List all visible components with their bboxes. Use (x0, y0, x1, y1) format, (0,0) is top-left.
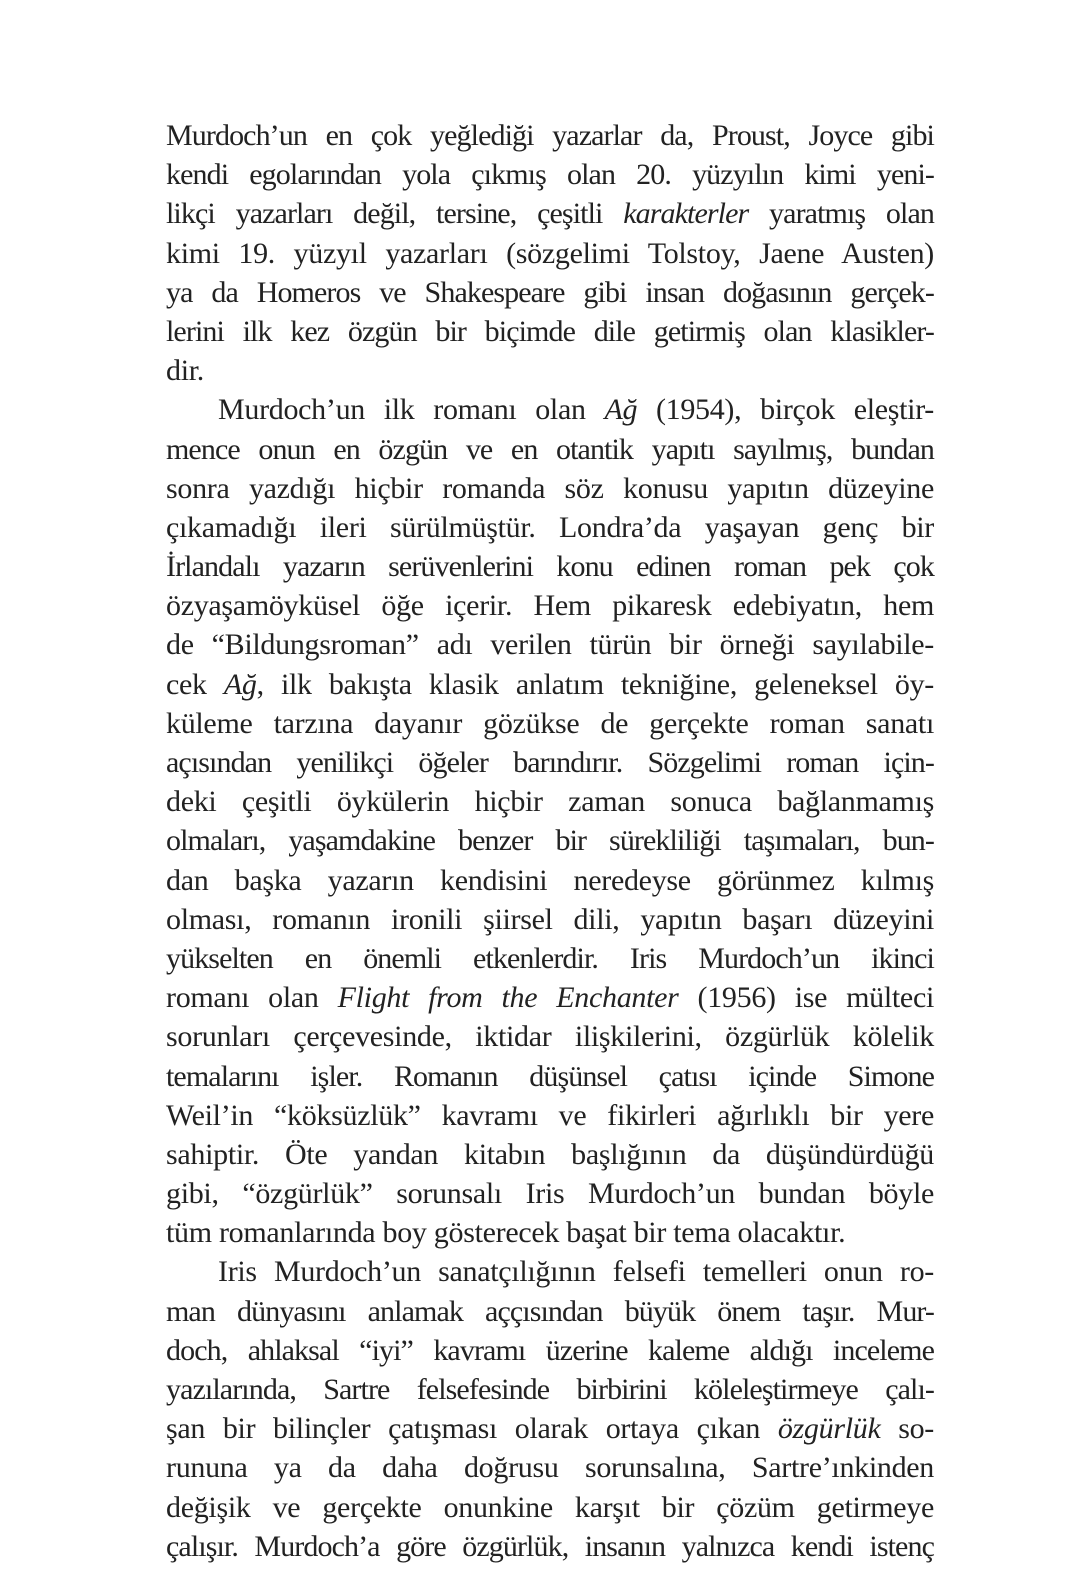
text-line (166, 861, 934, 900)
text-run: çıkamadığı ileri sürülmüştür. Londra’da yaşayan genç bir (166, 510, 934, 544)
text-run: sorunları çerçevesinde, iktidar ilişkilerini, özgürlük kölelik (166, 1020, 934, 1054)
text-line (166, 1292, 934, 1331)
text-run: (1954), birçok eleştir- (637, 393, 934, 427)
text-line (166, 665, 934, 704)
text-run: kimi 19. yüzyıl yazarları (sözgelimi Tolstoy, Jaene Austen) (166, 236, 934, 270)
text-line (166, 390, 934, 429)
text-line (166, 1135, 934, 1174)
text-run: ya da Homeros ve Shakespeare gibi insan doğasının gerçek- (166, 275, 934, 309)
text-line (166, 273, 934, 312)
paragraph (166, 390, 934, 1252)
text-run: değişik ve gerçekte onunkine karşıt bir çözüm getirmeye (166, 1490, 934, 1524)
text-run: kendi egolarından yola çıkmış olan 20. yüzyılın kimi yeni- (166, 158, 934, 192)
text-line (166, 194, 934, 233)
text-line (166, 586, 934, 625)
text-line (166, 978, 934, 1017)
italic-term: özgürlük (777, 1412, 881, 1446)
text-run: (1956) ise mülteci (678, 981, 934, 1015)
text-line (166, 1096, 934, 1135)
text-run: so- (880, 1412, 935, 1446)
text-line (166, 782, 934, 821)
text-line (166, 351, 934, 390)
text-line (166, 116, 934, 155)
text-run: olması, romanın ironili şiirsel dili, yapıtın başarı düzeyini (166, 902, 934, 936)
text-line (166, 1331, 934, 1370)
text-run: mence onun en özgün ve en otantik yapıtı sayılmış, bundan (166, 432, 934, 466)
text-line (166, 1057, 934, 1096)
text-run: sonra yazdığı hiçbir romanda söz konusu yapıtın düzeyine (166, 471, 934, 505)
italic-term: Flight from the Enchanter (337, 981, 679, 1015)
paragraph (166, 1252, 934, 1566)
text-run: deki çeşitli öykülerin hiçbir zaman sonuca bağlanmamış (166, 785, 934, 819)
text-line (166, 704, 934, 743)
text-run: doch, ahlaksal “iyi” kavramı üzerine kaleme aldığı inceleme (166, 1333, 934, 1367)
text-run: de “Bildungsroman” adı verilen türün bir örneği sayılabile- (166, 628, 934, 662)
text-line (166, 625, 934, 664)
text-run: küleme tarzına dayanır gözükse de gerçekte roman sanatı (166, 706, 934, 740)
text-run: Murdoch’un ilk romanı olan (218, 393, 605, 427)
text-run: çalışır. Murdoch’a göre özgürlük, insanın yalnızca kendi istenç (166, 1529, 934, 1563)
text-run: olmaları, yaşamdakine benzer bir sürekliliği taşımaları, bun- (166, 824, 934, 858)
text-run: yazılarında, Sartre felsefesinde birbirini köleleştirmeye çalı- (166, 1373, 934, 1406)
italic-term: Ağ (604, 393, 638, 427)
text-run: yaratmış olan (748, 197, 934, 231)
text-line (166, 312, 934, 351)
text-line (166, 430, 934, 469)
text-run: tüm romanlarında boy gösterecek başat bir tema olacaktır. (166, 1216, 846, 1250)
text-line (166, 743, 934, 782)
text-line (166, 821, 934, 860)
text-line (166, 1527, 934, 1566)
text-line (166, 1174, 934, 1213)
text-run: dir. (166, 354, 204, 388)
text-line (166, 1409, 934, 1448)
text-run: Murdoch’un en çok yeğlediği yazarlar da, Proust, Joyce gibi (166, 119, 934, 152)
text-run: açısından yenilikçi öğeler barındırır. Sözgelimi roman için- (166, 746, 934, 779)
text-line (166, 1017, 934, 1056)
text-run: özyaşamöyküsel öğe içerir. Hem pikaresk edebiyatın, hem (166, 589, 934, 623)
text-run: cek (166, 667, 224, 701)
text-run: dan başka yazarın kendisini neredeyse görünmez kılmış (166, 863, 934, 897)
text-run: rununa ya da daha doğrusu sorunsalına, Sartre’ınkinden (166, 1451, 934, 1485)
text-run: gibi, “özgürlük” sorunsalı Iris Murdoch’un bundan böyle (166, 1177, 934, 1211)
body-text (166, 116, 934, 1566)
italic-term: karakterler (623, 197, 749, 231)
text-line (166, 547, 934, 586)
text-run: , ilk bakışta klasik anlatım tekniğine, geleneksel öy- (256, 667, 934, 701)
text-line (166, 939, 934, 978)
text-run: lerini ilk kez özgün bir biçimde dile getirmiş olan klasikler- (166, 314, 934, 348)
text-run: likçi yazarları değil, tersine, çeşitli (166, 197, 624, 231)
text-line (166, 508, 934, 547)
text-run: man dünyasını anlamak aççısından büyük önem taşır. Mur- (166, 1294, 934, 1328)
text-line (166, 1213, 934, 1252)
paragraph (166, 116, 934, 390)
italic-term: Ağ (223, 667, 257, 701)
text-line (166, 1370, 934, 1409)
text-line (166, 1448, 934, 1487)
text-line (166, 900, 934, 939)
text-run: şan bir bilinçler çatışması olarak ortaya çıkan (166, 1412, 778, 1446)
text-run: sahiptir. Öte yandan kitabın başlığının da düşündürdüğü (166, 1137, 934, 1171)
text-line (166, 1252, 934, 1291)
text-run: yükselten en önemli etkenlerdir. Iris Murdoch’un ikinci (166, 941, 934, 975)
text-run: İrlandalı yazarın serüvenlerini konu edinen roman pek çok (166, 550, 934, 584)
text-run: Iris Murdoch’un sanatçılığının felsefi temelleri onun ro- (218, 1255, 934, 1289)
text-line (166, 234, 934, 273)
text-line (166, 469, 934, 508)
text-line (166, 155, 934, 194)
text-run: Weil’in “köksüzlük” kavramı ve fikirleri ağırlıklı bir yere (166, 1098, 934, 1132)
text-run: temalarını işler. Romanın düşünsel çatısı içinde Simone (166, 1059, 934, 1093)
text-line (166, 1488, 934, 1527)
text-run: romanı olan (166, 981, 338, 1015)
